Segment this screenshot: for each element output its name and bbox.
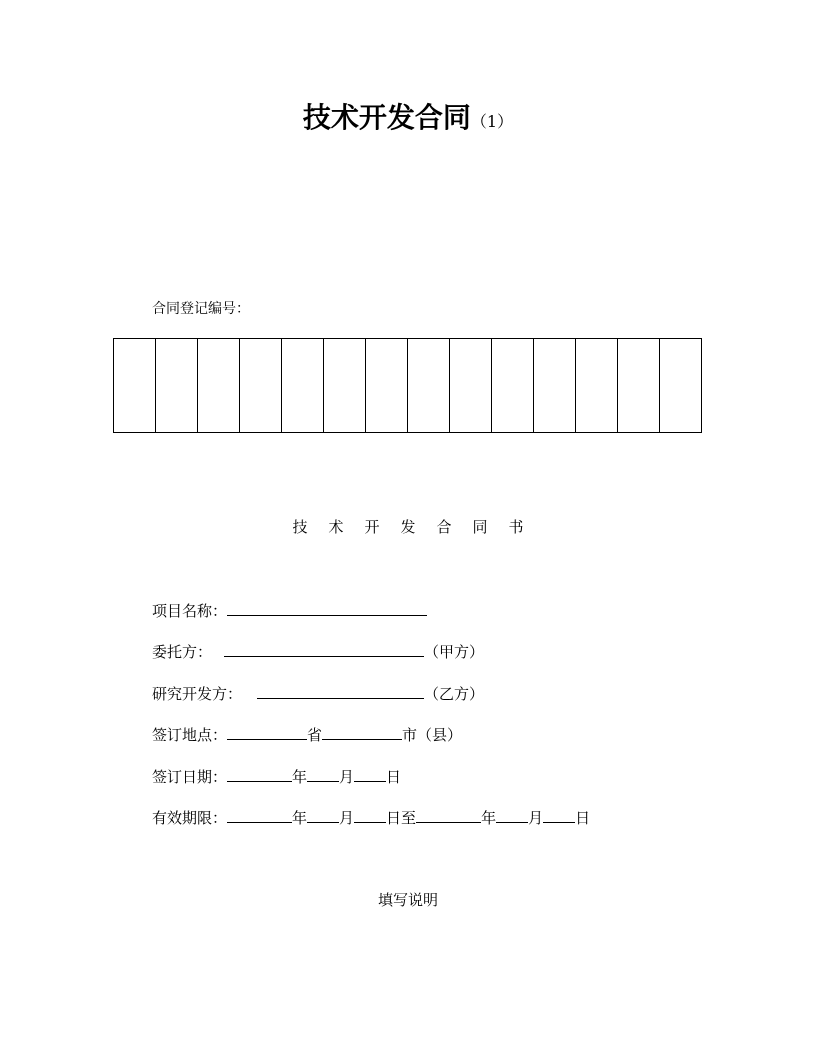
start-year-blank[interactable] [227,806,292,823]
registration-box[interactable] [618,339,660,433]
client-suffix: （甲方） [424,643,485,661]
developer-suffix: （乙方） [424,685,485,703]
signing-place-row [152,723,462,745]
registration-number-table [113,338,702,433]
client-blank[interactable] [224,640,424,657]
registration-box[interactable] [492,339,534,433]
contract-subtitle: 技术开发合同书 [292,518,545,536]
project-name-row [152,599,427,621]
title-text: 技术开发合同 [302,101,471,134]
signing-date-label: 签订日期： [152,768,228,786]
city-blank[interactable] [322,723,402,740]
registration-box[interactable] [660,339,702,433]
day-unit: 日 [575,809,591,827]
day-unit: 日 [386,768,402,786]
year-unit: 年 [292,768,308,786]
registration-box[interactable] [534,339,576,433]
end-year-blank[interactable] [416,806,481,823]
month-unit: 月 [339,809,355,827]
end-day-blank[interactable] [543,806,575,823]
project-name-blank[interactable] [227,599,427,616]
province-blank[interactable] [227,723,307,740]
registration-box[interactable] [324,339,366,433]
client-label: 委托方： [152,643,213,661]
signing-day-blank[interactable] [354,765,386,782]
registration-box[interactable] [282,339,324,433]
end-month-blank[interactable] [496,806,528,823]
developer-label: 研究开发方： [152,685,243,703]
year-unit: 年 [481,809,497,827]
registration-box[interactable] [450,339,492,433]
start-month-blank[interactable] [307,806,339,823]
registration-box[interactable] [240,339,282,433]
page-title [0,96,816,136]
registration-box[interactable] [156,339,198,433]
title-suffix: （1） [470,112,514,131]
month-unit: 月 [339,768,355,786]
start-day-blank[interactable] [354,806,386,823]
validity-row [152,806,590,828]
instructions-heading: 填写说明 [377,891,438,909]
registration-box[interactable] [114,339,156,433]
city-unit: 市（县） [402,726,463,744]
project-name-label: 项目名称： [152,602,228,620]
month-unit: 月 [528,809,544,827]
validity-label: 有效期限： [152,809,228,827]
registration-box[interactable] [198,339,240,433]
signing-year-blank[interactable] [227,765,292,782]
registration-box[interactable] [576,339,618,433]
client-row [152,640,484,662]
day-to-unit: 日至 [386,809,417,827]
registration-box[interactable] [366,339,408,433]
developer-blank[interactable] [257,682,424,699]
signing-place-label: 签订地点： [152,726,228,744]
signing-month-blank[interactable] [307,765,339,782]
year-unit: 年 [292,809,308,827]
developer-row [152,682,484,704]
registration-label: 合同登记编号： [152,301,250,317]
signing-date-row [152,765,401,787]
registration-box[interactable] [408,339,450,433]
province-unit: 省 [307,726,323,744]
